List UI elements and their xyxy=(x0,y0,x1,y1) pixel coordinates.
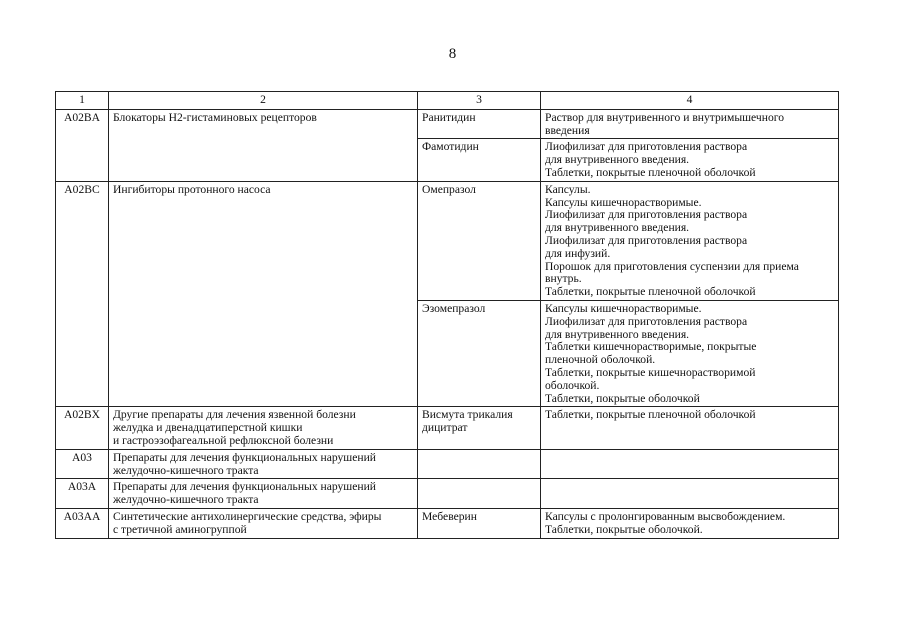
dosage-form-line: оболочкой. xyxy=(545,378,600,392)
dosage-form-line: внутрь. xyxy=(545,272,582,286)
group-name-line: с третичной аминогруппой xyxy=(113,522,247,536)
dosage-form-cell xyxy=(541,139,839,181)
drug-name-cell xyxy=(418,508,541,538)
drug-name-cell xyxy=(418,109,541,139)
group-name-line: Другие препараты для лечения язвенной болезни xyxy=(113,408,356,422)
dosage-form-cell xyxy=(541,109,839,139)
table-row xyxy=(56,109,839,139)
dosage-form-line: Таблетки, покрытые пленочной оболочкой xyxy=(545,408,756,422)
group-name-cell xyxy=(109,181,418,407)
atc-code-cell: A03AA xyxy=(56,508,109,538)
dosage-form-line: Лиофилизат для приготовления раствора xyxy=(545,233,748,247)
drug-name-line: Эзомепразол xyxy=(422,301,486,315)
drug-table xyxy=(55,91,839,539)
group-name-line: и гастроэзофагеальной рефлюксной болезни xyxy=(113,433,334,447)
group-name-line: Препараты для лечения функциональных нарушений xyxy=(113,450,376,464)
dosage-form-line: Лиофилизат для приготовления раствора xyxy=(545,314,748,328)
dosage-form-line: для инфузий. xyxy=(545,246,611,260)
drug-name-cell xyxy=(418,300,541,406)
dosage-form-line: Таблетки, покрытые пленочной оболочкой xyxy=(545,285,756,299)
table-row xyxy=(56,479,839,509)
table-row xyxy=(56,407,839,449)
dosage-form-line: пленочной оболочкой. xyxy=(545,353,656,367)
dosage-form-line: Капсулы кишечнорастворимые. xyxy=(545,195,702,209)
dosage-form-line: введения xyxy=(545,123,590,137)
dosage-form-line: для внутривенного введения. xyxy=(545,327,690,341)
page-number: 8 xyxy=(448,46,457,62)
dosage-form-line: Таблетки кишечнорастворимые, покрытые xyxy=(545,340,757,354)
dosage-form-cell xyxy=(541,508,839,538)
drug-name-cell xyxy=(418,139,541,181)
dosage-form-cell xyxy=(541,479,839,509)
dosage-form-line: Таблетки, покрытые пленочной оболочкой xyxy=(545,165,756,179)
drug-name-cell xyxy=(418,181,541,300)
dosage-form-line: Капсулы. xyxy=(545,182,591,196)
atc-code-cell: A03 xyxy=(56,449,109,479)
column-header-1: 1 xyxy=(56,92,109,110)
group-name-cell xyxy=(109,449,418,479)
dosage-form-line: Раствор для внутривенного и внутримышечного xyxy=(545,110,785,124)
table-header-row xyxy=(56,92,839,110)
dosage-form-line: Таблетки, покрытые кишечнорастворимой xyxy=(545,365,756,379)
group-name-cell xyxy=(109,407,418,449)
column-header-3: 3 xyxy=(418,92,541,110)
group-name-line: Синтетические антихолинергические средства, эфиры xyxy=(113,509,382,523)
group-name-line: желудочно-кишечного тракта xyxy=(113,463,259,477)
table-row xyxy=(56,181,839,300)
table-row xyxy=(56,508,839,538)
dosage-form-line: для внутривенного введения. xyxy=(545,153,690,167)
group-name-cell xyxy=(109,109,418,181)
column-header-4: 4 xyxy=(541,92,839,110)
dosage-form-line: Таблетки, покрытые оболочкой. xyxy=(545,522,703,536)
group-name-cell xyxy=(109,479,418,509)
drug-name-line: Фамотидин xyxy=(422,140,479,154)
dosage-form-cell xyxy=(541,449,839,479)
group-name-line: Ингибиторы протонного насоса xyxy=(113,182,271,196)
drug-name-line: Висмута трикалия xyxy=(422,408,513,422)
dosage-form-line: Капсулы с пролонгированным высвобождением. xyxy=(545,509,786,523)
table-body xyxy=(56,92,839,539)
drug-name-cell xyxy=(418,449,541,479)
group-name-line: желудочно-кишечного тракта xyxy=(113,493,259,507)
dosage-form-cell xyxy=(541,181,839,300)
group-name-cell xyxy=(109,508,418,538)
drug-name-line: дицитрат xyxy=(422,421,468,435)
drug-name-cell xyxy=(418,407,541,449)
group-name-line: желудка и двенадцатиперстной кишки xyxy=(113,421,303,435)
drug-name-line: Мебеверин xyxy=(422,509,477,523)
drug-name-cell xyxy=(418,479,541,509)
drug-name-line: Ранитидин xyxy=(422,110,476,124)
dosage-form-line: Таблетки, покрытые оболочкой xyxy=(545,391,700,405)
table-row xyxy=(56,449,839,479)
atc-code-cell: A02BX xyxy=(56,407,109,449)
dosage-form-line: для внутривенного введения. xyxy=(545,221,690,235)
atc-code-cell: A02BA xyxy=(56,109,109,181)
atc-code-cell: A03A xyxy=(56,479,109,509)
dosage-form-cell xyxy=(541,407,839,449)
column-header-2: 2 xyxy=(109,92,418,110)
dosage-form-line: Лиофилизат для приготовления раствора xyxy=(545,208,748,222)
group-name-line: Препараты для лечения функциональных нарушений xyxy=(113,480,376,494)
dosage-form-line: Порошок для приготовления суспензии для приема xyxy=(545,259,799,273)
group-name-line: Блокаторы Н2-гистаминовых рецепторов xyxy=(113,110,317,124)
dosage-form-line: Лиофилизат для приготовления раствора xyxy=(545,140,748,154)
drug-name-line: Омепразол xyxy=(422,182,476,196)
dosage-form-line: Капсулы кишечнорастворимые. xyxy=(545,301,702,315)
atc-code-cell: A02BC xyxy=(56,181,109,407)
dosage-form-cell xyxy=(541,300,839,406)
